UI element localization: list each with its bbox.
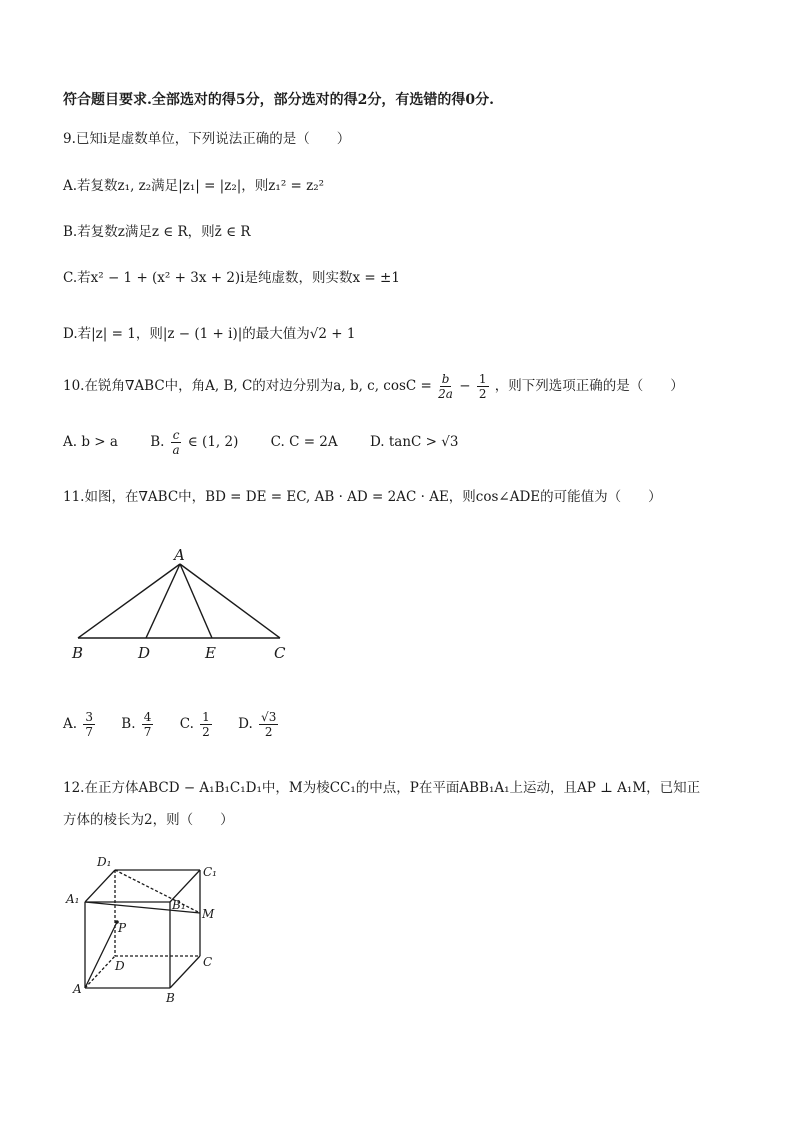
- q11-option-b-num: 4: [143, 710, 152, 724]
- q10-frac-1-2: [477, 372, 489, 401]
- label-c1: C₁: [203, 865, 217, 879]
- q11-triangle-figure: [60, 540, 310, 665]
- q11-option-d: [238, 710, 280, 739]
- q10-frac-b-2a: [438, 372, 453, 401]
- section-instructions: 符合题目要求.全部选对的得5分，部分选对的得2分，有选错的得0分.: [63, 92, 494, 108]
- segment-ab: [78, 564, 180, 638]
- q9-option-c: C.若x² − 1 + (x² + 3x + 2)i是纯虚数，则实数x = ±1: [63, 270, 400, 286]
- q11-option-c-letter: C.: [179, 716, 194, 732]
- q11-stem: 11.如图，在∇ABC中，BD = DE = EC, AB · AD = 2AC · AE，则cos∠ADE的可能值为（ ）: [63, 489, 662, 505]
- q11-option-b: [121, 710, 155, 739]
- q10-minus: −: [459, 378, 471, 394]
- q10-options: [63, 428, 486, 457]
- q11-option-c-num: 1: [202, 710, 210, 724]
- edge-c-b: [170, 956, 200, 988]
- q11-option-a-letter: A.: [63, 716, 78, 732]
- q12-stem-line1: 12.在正方体ABCD − A₁B₁C₁D₁中，M为棱CC₁的中点，P在平面ABB₁A₁上运动，且AP ⊥ A₁M，已知正: [63, 780, 701, 796]
- hidden-a-d: [85, 956, 115, 988]
- q10-frac2-den: 2: [478, 387, 487, 401]
- label-d: D: [138, 644, 151, 662]
- q10-frac1-num: b: [441, 372, 450, 386]
- q11-option-b-den: 7: [143, 725, 152, 739]
- segment-ad: [146, 564, 180, 638]
- label-c: C: [203, 955, 213, 969]
- q10-stem: [63, 372, 684, 401]
- q10-option-d: D. tanC > √3: [369, 434, 459, 450]
- label-c: C: [274, 644, 286, 662]
- q12-stem-line2: 方体的棱长为2，则（ ）: [63, 812, 234, 828]
- label-d: D: [115, 959, 125, 973]
- q10-frac1-den: 2a: [438, 387, 453, 401]
- label-d1: D₁: [97, 855, 112, 869]
- q11-options: [63, 710, 308, 739]
- q11-option-c: [180, 710, 214, 739]
- q9-option-d: D.若|z| = 1，则|z − (1 + i)|的最大值为√2 + 1: [63, 326, 356, 342]
- q10-stem-post: ，则下列选项正确的是（ ）: [494, 378, 684, 394]
- label-a: A: [73, 982, 82, 996]
- q9-stem: 9.已知i是虚数单位，下列说法正确的是（ ）: [63, 131, 351, 147]
- q11-option-a-den: 7: [85, 725, 93, 739]
- q10-option-b-post: ∈ (1, 2): [187, 434, 239, 450]
- q10-option-b: [150, 428, 238, 457]
- label-p: P: [118, 921, 127, 935]
- q12-cube-figure: [60, 850, 230, 1010]
- q11-option-a: [63, 710, 97, 739]
- q11-option-d-letter: D.: [238, 716, 253, 732]
- line-a-p: [85, 922, 117, 988]
- label-e: E: [205, 644, 216, 662]
- q11-option-c-den: 2: [202, 725, 210, 739]
- q10-option-a: A. b > a: [63, 434, 118, 450]
- segment-ac: [180, 564, 280, 638]
- edge-a1-d1: [85, 870, 115, 902]
- q11-option-d-num: √3: [261, 710, 277, 724]
- label-a1: A₁: [66, 892, 80, 906]
- q11-option-d-den: 2: [264, 725, 273, 739]
- label-b: B: [166, 991, 175, 1005]
- q11-option-d-frac: [259, 710, 278, 739]
- q11-option-a-num: 3: [85, 710, 93, 724]
- q11-option-b-letter: B.: [121, 716, 136, 732]
- q10-option-c: C. C = 2A: [270, 434, 338, 450]
- q10-option-b-frac: [171, 428, 182, 457]
- q11-option-c-frac: [200, 710, 212, 739]
- q10-option-b-den: a: [172, 443, 180, 457]
- q10-option-b-num: c: [172, 428, 180, 442]
- q10-frac2-num: 1: [478, 372, 487, 386]
- label-m: M: [202, 907, 215, 921]
- q10-stem-pre: 10.在锐角∇ABC中，角A, B, C的对边分别为a, b, c, cosC =: [63, 378, 432, 394]
- q11-option-a-frac: [83, 710, 95, 739]
- q11-option-b-frac: [142, 710, 154, 739]
- q10-option-b-letter: B.: [150, 434, 165, 450]
- label-b: B: [72, 644, 84, 662]
- label-b1: B₁: [172, 898, 186, 912]
- q9-option-b: B.若复数z满足z ∈ R，则z̄ ∈ R: [63, 224, 251, 240]
- q9-option-a: A.若复数z₁, z₂满足|z₁| = |z₂|，则z₁² = z₂²: [63, 178, 325, 194]
- label-a: A: [174, 546, 185, 564]
